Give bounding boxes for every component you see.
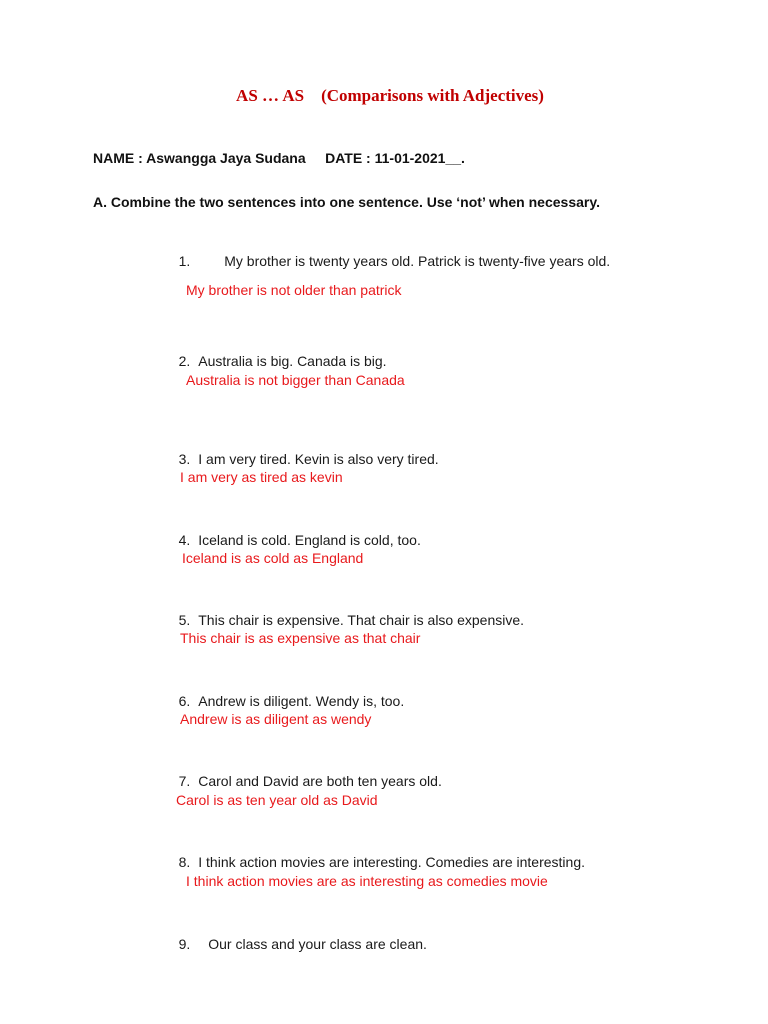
question-number: 7. [178, 773, 191, 789]
question-number: 1. [178, 253, 191, 269]
question-number: 8. [178, 854, 191, 870]
answer-6: Andrew is as diligent as wendy [180, 711, 372, 727]
question-text: I am very tired. Kevin is also very tired. [198, 451, 439, 467]
answer-4: Iceland is as cold as England [182, 550, 364, 566]
name-date-line: NAME : Aswangga Jaya Sudana DATE : 11-01-2021__. [93, 150, 465, 166]
section-a-instruction: A. Combine the two sentences into one sentence. Use ‘not’ when necessary. [93, 194, 600, 210]
question-text: Iceland is cold. England is cold, too. [198, 532, 421, 548]
worksheet-title: AS … AS (Comparisons with Adjectives) [236, 86, 544, 105]
question-number: 6. [178, 693, 191, 709]
answer-2: Australia is not bigger than Canada [186, 372, 405, 388]
question-text: Our class and your class are clean. [208, 936, 427, 952]
question-text: I think action movies are interesting. Comedies are interesting. [198, 854, 585, 870]
question-text: Australia is big. Canada is big. [198, 353, 387, 369]
answer-5: This chair is as expensive as that chair [180, 630, 421, 646]
question-text: Andrew is diligent. Wendy is, too. [198, 693, 405, 709]
answer-1: My brother is not older than patrick [186, 282, 402, 298]
question-number: 9. [178, 936, 191, 952]
answer-8: I think action movies are as interesting as comedies movie [186, 873, 548, 889]
question-text: This chair is expensive. That chair is also expensive. [198, 612, 525, 628]
answer-7: Carol is as ten year old as David [176, 792, 378, 808]
answer-3: I am very as tired as kevin [180, 469, 343, 485]
question-number: 4. [178, 532, 191, 548]
question-9 [163, 920, 427, 968]
question-1 [163, 237, 610, 285]
question-number: 5. [178, 612, 191, 628]
question-number: 3. [178, 451, 191, 467]
question-text: Carol and David are both ten years old. [198, 773, 442, 789]
question-text: My brother is twenty years old. Patrick is twenty-five years old. [224, 253, 611, 269]
question-number: 2. [178, 353, 191, 369]
